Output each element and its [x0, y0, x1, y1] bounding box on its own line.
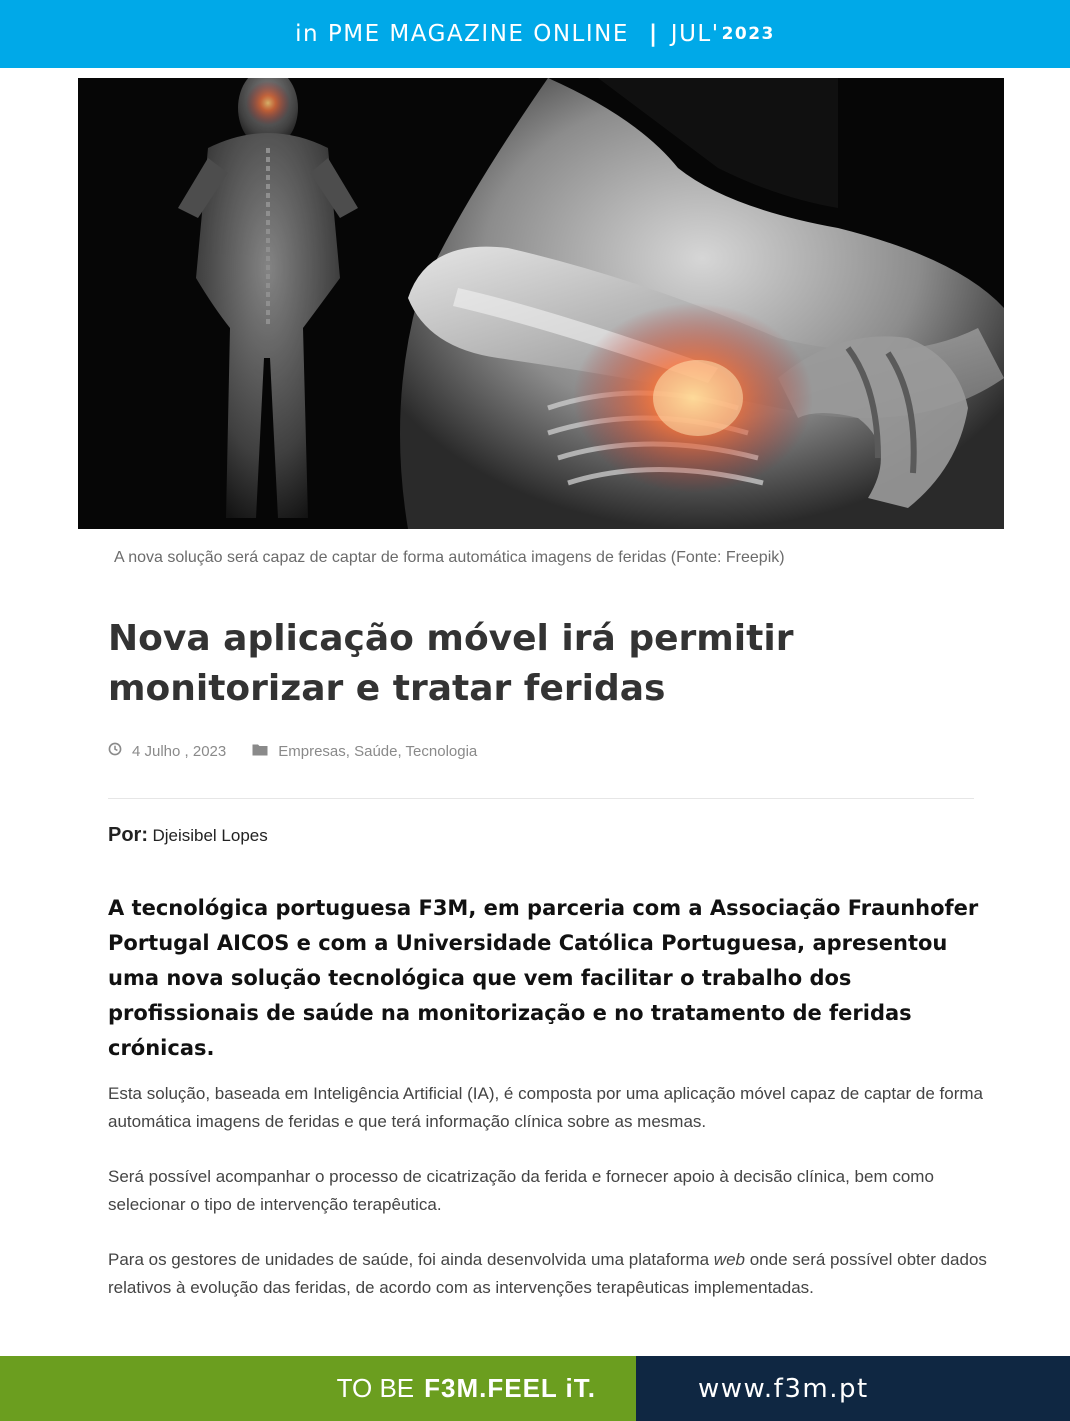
article-paragraph-3	[108, 1246, 988, 1302]
footer-tagline	[0, 1356, 636, 1421]
anatomy-illustration	[78, 78, 1004, 529]
article-date: 4 Julho , 2023	[132, 742, 227, 760]
banner-month: JUL'	[670, 21, 720, 47]
author-label: Por:	[108, 824, 148, 846]
banner-year: 2023	[721, 24, 775, 44]
article-paragraph-1: Esta solução, baseada em Inteligência Artificial (IA), é composta por uma aplicação móvel capaz de captar de forma automática imagens de feridas e que terá informação clínica sobre as mesmas.	[108, 1084, 984, 1131]
image-caption: A nova solução será capaz de captar de forma automática imagens de feridas (Fonte: Freepik)	[114, 549, 785, 566]
article-categories[interactable]: Empresas, Saúde, Tecnologia	[278, 742, 478, 760]
author-name: Djeisibel Lopes	[152, 826, 268, 845]
website-link[interactable]: www.f3m.pt	[698, 1373, 869, 1404]
banner-title: in PME MAGAZINE ONLINE	[295, 21, 629, 47]
tagline-brand: F3M.FEEL iT.	[424, 1373, 596, 1403]
hero-image	[78, 78, 1004, 529]
magazine-banner	[0, 0, 1070, 68]
tagline-prefix: TO BE	[336, 1373, 415, 1403]
article-headline: Nova aplicação móvel irá permitir monitorizar e tratar feridas	[108, 618, 794, 709]
footer-url	[636, 1356, 1070, 1421]
article-meta	[108, 740, 477, 762]
author-byline	[108, 824, 268, 847]
paragraph-3-end: onde será possível obter dados relativos à evolução das feridas, de acordo com as intervenções terapêuticas implementadas.	[108, 1250, 987, 1297]
article-lead: A tecnológica portuguesa F3M, em parceria com a Associação Fraunhofer Portugal AICOS e com a Universidade Católica Portuguesa, apresentou uma nova solução tecnológica que vem facilitar o trabalho dos profissionais de saúde na monitorização e no tratamento de feridas crónicas.	[108, 896, 979, 1060]
clock-icon	[108, 742, 122, 760]
meta-divider	[108, 798, 974, 799]
paragraph-3-emphasis: web	[713, 1250, 745, 1269]
banner-separator: |	[648, 21, 659, 47]
folder-icon	[252, 743, 268, 760]
paragraph-3-start: Para os gestores de unidades de saúde, foi ainda desenvolvida uma plataforma	[108, 1250, 714, 1269]
article-paragraph-2: Será possível acompanhar o processo de cicatrização da ferida e fornecer apoio à decisão clínica, bem como selecionar o tipo de intervenção terapêutica.	[108, 1167, 934, 1214]
